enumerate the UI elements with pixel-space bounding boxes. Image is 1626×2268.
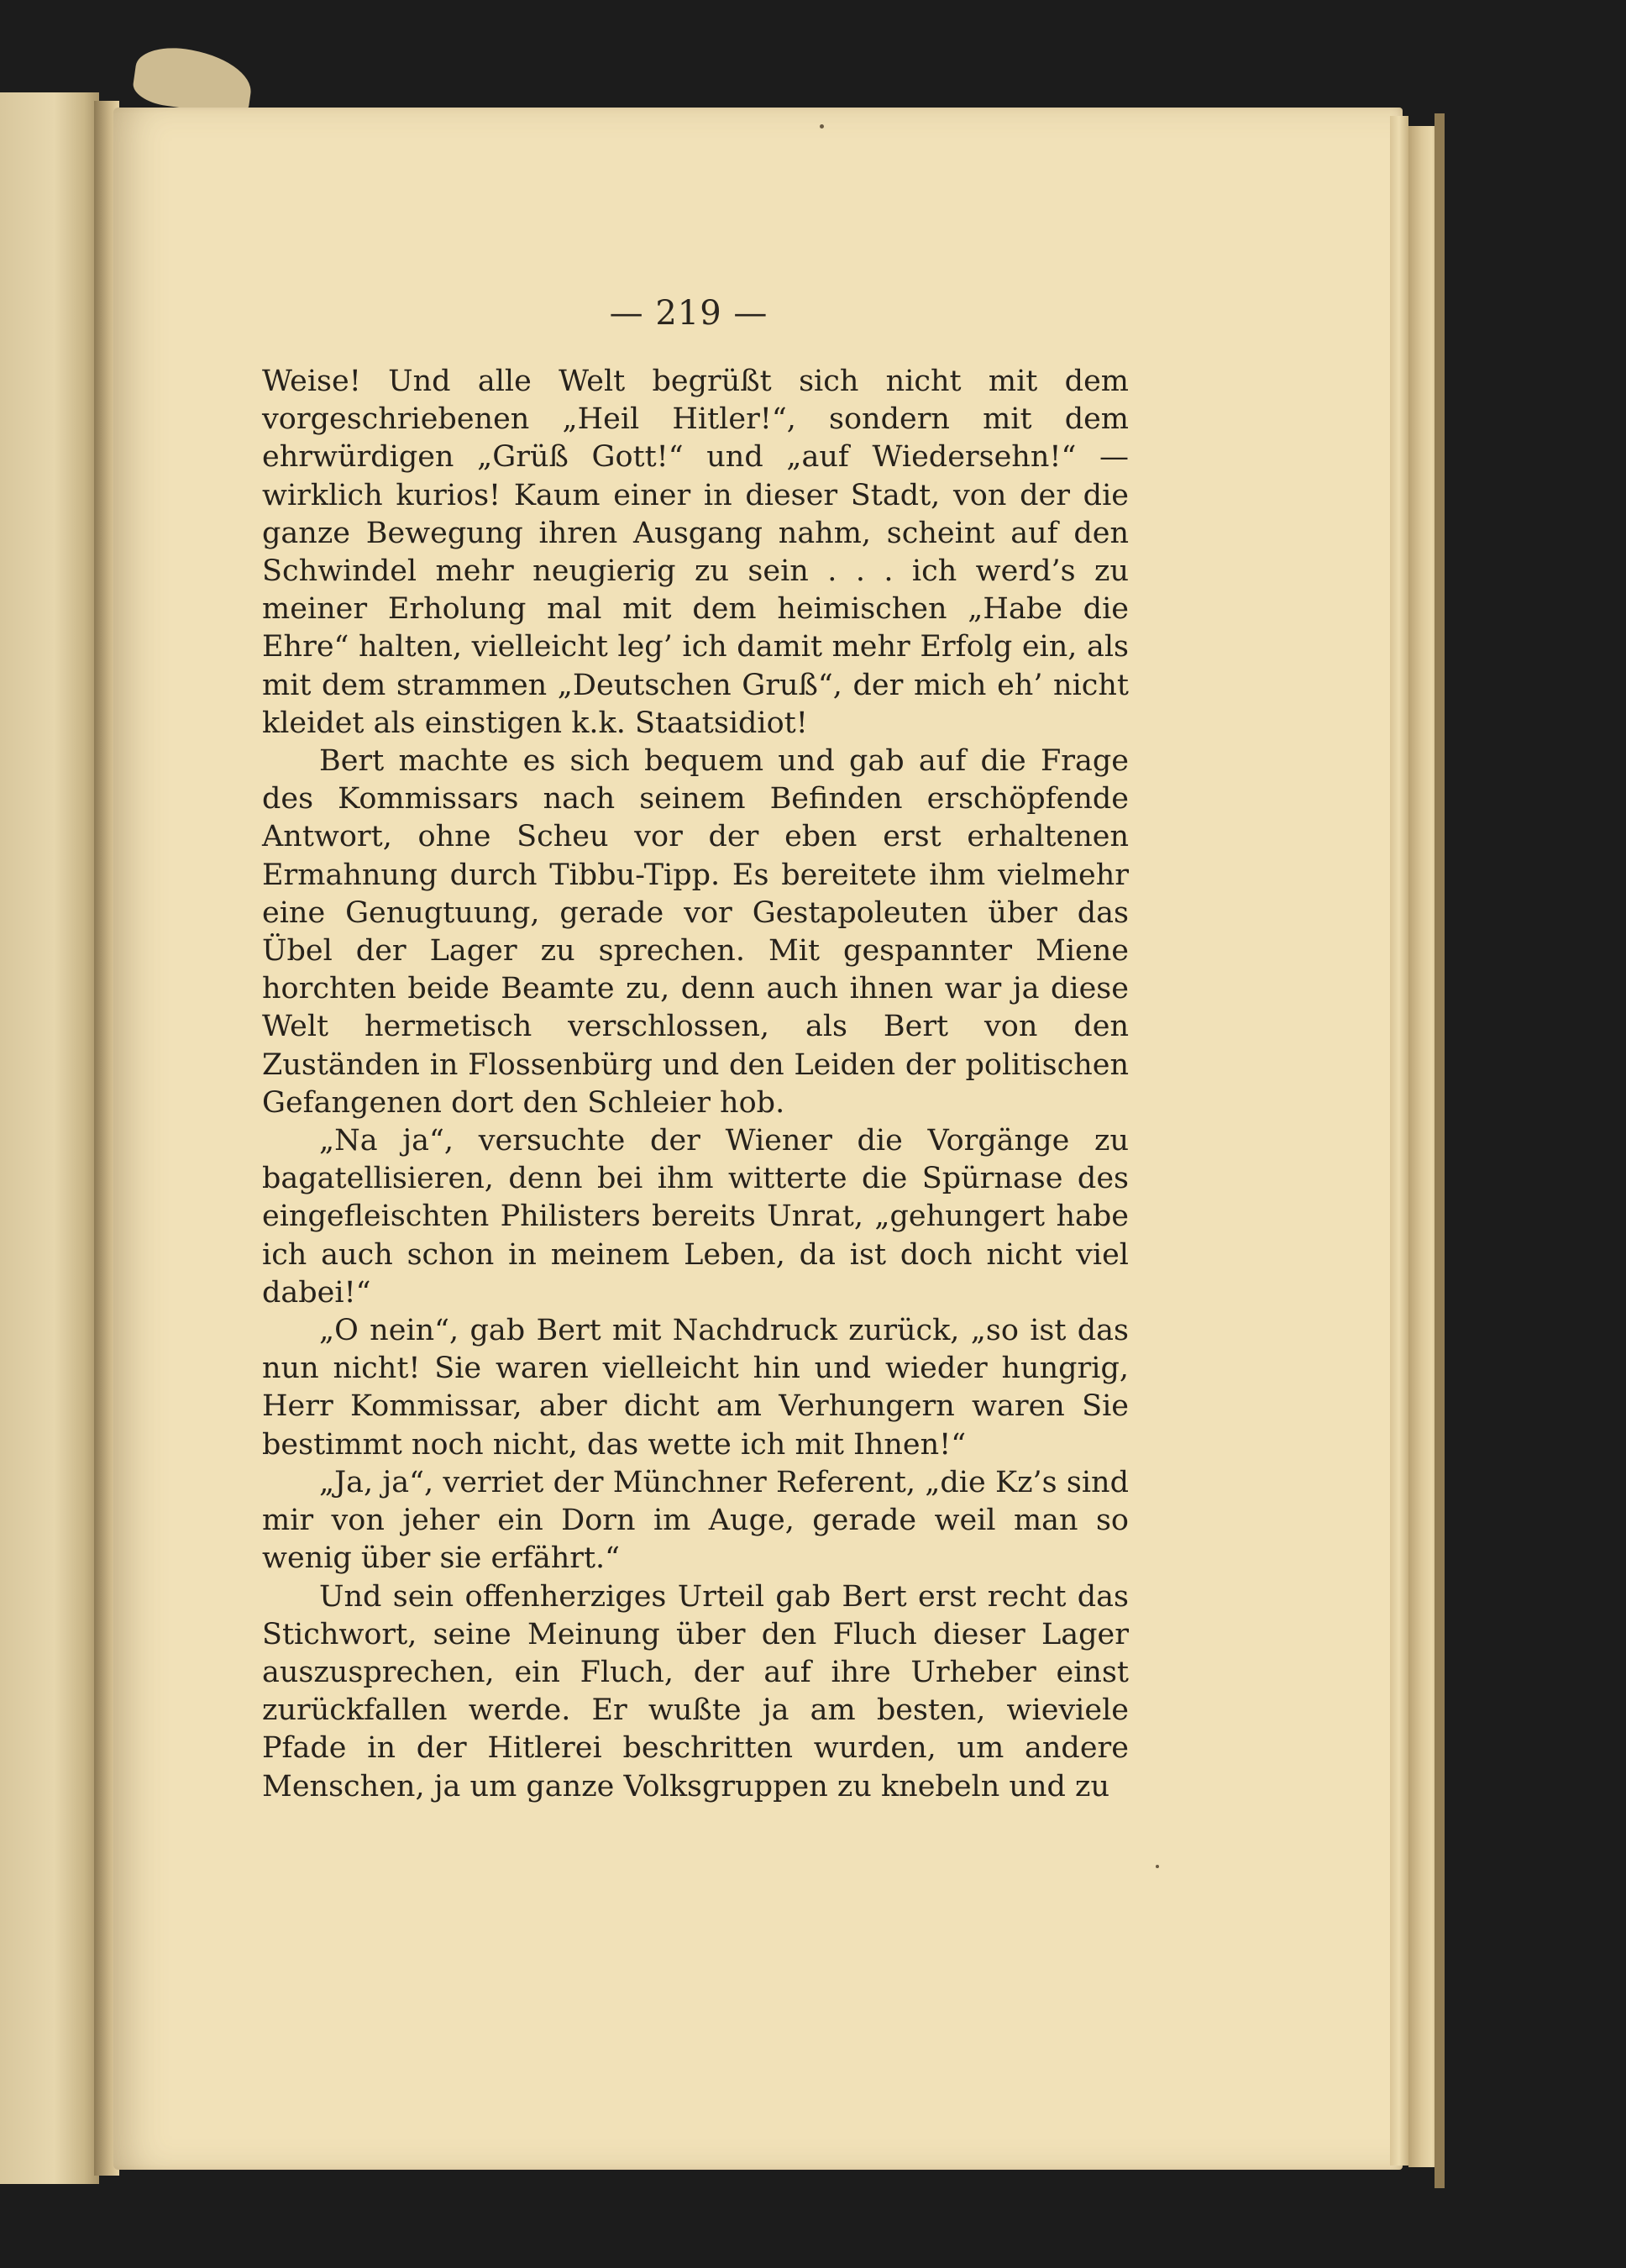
paragraph: Bert machte es sich bequem und gab auf die Frage des Kommissars nach seinem Befinden erschöpfende Antwort, ohne Scheu vor der eben erst erhaltenen Ermahnung durch Tibbu-Tipp. Es bereitete ihm vielmehr eine Genugtuung, gerade vor Gestapoleuten über das Übel der Lager zu sprechen. Mit gespannter Miene horchten beide Beamte zu, denn auch ihnen war ja diese Welt hermetisch verschlossen, als Bert von den Zuständen in Flossenbürg und den Leiden der politischen Gefangenen dort den Schleier hob. [262,744,1129,1120]
paragraph: „Na ja“, versuchte der Wiener die Vorgänge zu bagatellisieren, denn bei ihm witterte die Spürnase des eingefleischten Philisters bereits Unrat, „gehungert habe ich auch schon in meinem Leben, da ist doch nicht viel dabei!“ [262,1124,1129,1310]
left-page-edge [0,92,99,2184]
paper-speck [820,124,824,129]
body-text [262,363,1129,1806]
page-number: — 219 — [609,294,768,333]
paragraph: „Ja, ja“, verriet der Münchner Referent, „die Kz’s sind mir von jeher ein Dorn im Auge, gerade weil man so wenig über sie erfährt.“ [262,1465,1129,1576]
page-edges [1390,116,1408,2166]
paper-speck [1156,1865,1159,1868]
paragraph: Weise! Und alle Welt begrüßt sich nicht mit dem vorgeschriebenen „Heil Hitler!“, sondern mit dem ehrwürdigen „Grüß Gott!“ und „auf Wiedersehn!“ — wirklich kurios! Kaum einer in dieser Stadt, von der die ganze Bewegung ihren Ausgang nahm, scheint auf den Schwindel mehr neugierig zu sein . . . ich werd’s zu meiner Erholung mal mit dem heimischen „Habe die Ehre“ halten, vielleicht leg’ ich damit mehr Erfolg ein, als mit dem strammen „Deutschen Gruß“, der mich eh’ nicht kleidet als einstigen k.k. Staatsidiot! [262,365,1129,740]
paragraph: „O nein“, gab Bert mit Nachdruck zurück, „so ist das nun nicht! Sie waren vielleicht hin und wieder hungrig, Herr Kommissar, aber dicht am Verhungern waren Sie bestimmt noch nicht, das wette ich mit Ihnen!“ [262,1314,1129,1462]
cover-edge [1435,113,1445,2188]
paragraph: Und sein offenherziges Urteil gab Bert erst recht das Stichwort, seine Meinung über den Fluch dieser Lager auszusprechen, ein Fluch, der auf ihre Urheber einst zurückfallen werde. Er wußte ja am besten, wieviele Pfade in der Hitlerei beschritten wurden, um andere Menschen, ja um ganze Volksgruppen zu knebeln und zu [262,1579,1129,1803]
torn-paper-corner [131,43,255,118]
